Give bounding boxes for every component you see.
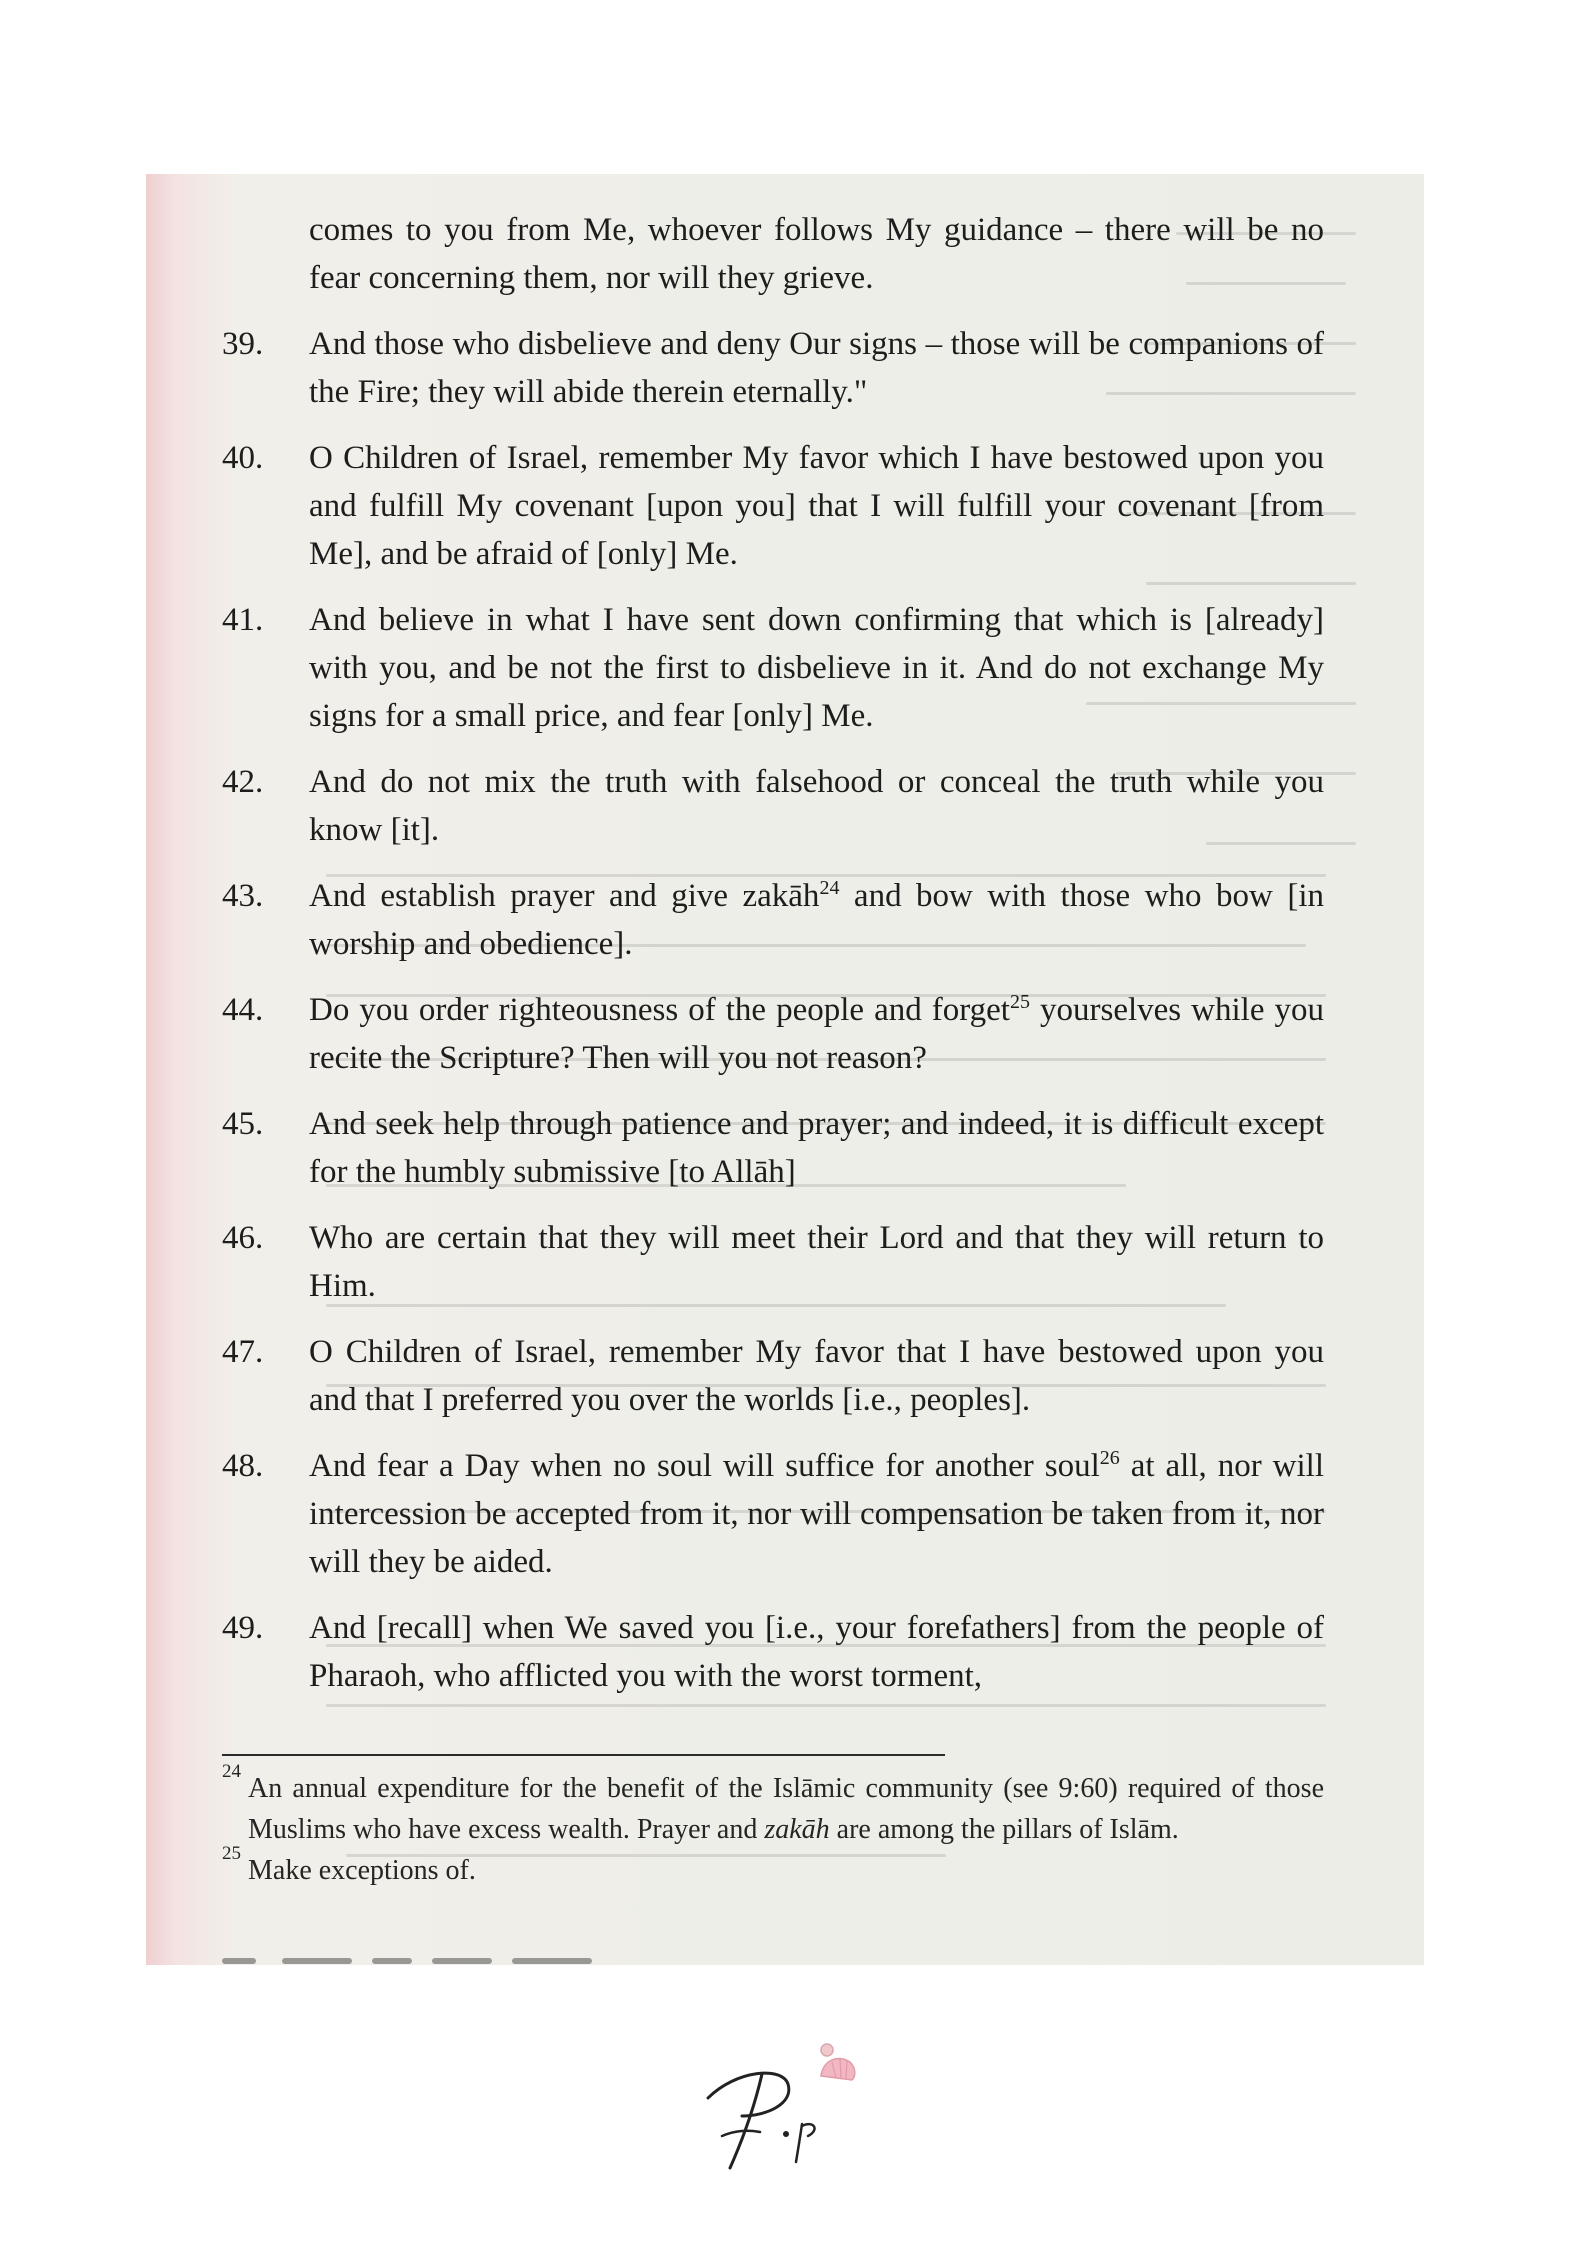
verse-number: 40. [222,440,264,476]
verse [146,596,1424,740]
verse [146,1214,1424,1310]
verse-list [146,206,1424,1718]
verse-text: And seek help through patience and prayer; and indeed, it is difficult except for the humbly submissive [to Allāh] [309,1106,1324,1190]
footnote-text: zakāh [764,1814,830,1845]
verse [146,1442,1424,1586]
verse [146,986,1424,1082]
signature-logo [686,2040,886,2190]
verse-text: And fear a Day when no soul will suffice for another soul [309,1448,1100,1484]
footnote-text: are among the pillars of Islām. [829,1814,1179,1845]
verse-text: Do you order righteousness of the people and forget [309,992,1010,1028]
verse-number: 41. [222,602,264,638]
seashell-pearl-icon [821,2044,855,2080]
footnote-ref: 24 [819,877,840,899]
footnote [222,1843,1324,1891]
footnote-separator [222,1754,945,1756]
footnote-number: 24 [222,1761,241,1782]
signature-drawing [686,2040,886,2190]
verse [146,206,1424,302]
verse-text: And establish prayer and give zakāh [309,878,820,914]
verse [146,1604,1424,1700]
footnote-text: Make exceptions of. [248,1855,476,1886]
verse-number: 46. [222,1220,264,1256]
verse [146,872,1424,968]
verse-number: 42. [222,764,264,800]
verse [146,1328,1424,1424]
footnote-ref: 26 [1099,1447,1120,1469]
verse-text: and bow with those who bow [in worship and obedience]. [309,878,1324,962]
verse-number: 47. [222,1334,264,1370]
verse-number: 39. [222,326,264,362]
footnote-text: An annual expenditure for the benefit of the Islāmic community (see 9:60) required of those Muslims who have excess wealth. Prayer and [248,1773,1324,1845]
verse-text: And [recall] when We saved you [i.e., your forefathers] from the people of Pharaoh, who afflicted you with the worst torment, [309,1610,1324,1694]
verse-number: 43. [222,878,264,914]
verse-number: 45. [222,1106,264,1142]
verse-text: And those who disbelieve and deny Our signs – those will be companions of the Fire; they will abide therein eternally." [309,326,1324,410]
verse [146,758,1424,854]
footnotes [222,1761,1324,1891]
verse [146,1100,1424,1196]
verse [146,320,1424,416]
verse-number: 44. [222,992,264,1028]
verse-number: 48. [222,1448,264,1484]
footnote-number: 25 [222,1843,241,1864]
verse-text: Who are certain that they will meet their Lord and that they will return to Him. [309,1220,1324,1304]
verse-text: O Children of Israel, remember My favor that I have bestowed upon you and that I preferred you over the worlds [i.e., peoples]. [309,1334,1324,1418]
verse-number: 49. [222,1610,264,1646]
footnote-ref: 25 [1009,991,1030,1013]
verse-text: And do not mix the truth with falsehood or conceal the truth while you know [it]. [309,764,1324,848]
verse-text: comes to you from Me, whoever follows My guidance – there will be no fear concerning them, nor will they grieve. [309,212,1324,296]
verse-text: And believe in what I have sent down confirming that which is [already] with you, and be not the first to disbelieve in it. And do not exchange My signs for a small price, and fear [only] Me. [309,602,1324,734]
verse-text: at all, nor will intercession be accepted from it, nor will compensation be taken from it, nor will they be aided. [309,1448,1324,1580]
footnote [222,1761,1324,1850]
scanned-page [146,174,1424,1965]
verse-text: yourselves while you recite the Scripture? Then will you not reason? [309,992,1325,1076]
cut-off-text-line [222,1952,602,1965]
verse-text: O Children of Israel, remember My favor which I have bestowed upon you and fulfill My covenant [upon you] that I will fulfill your covenant [from Me], and be afraid of [only] Me. [309,440,1324,572]
verse [146,434,1424,578]
